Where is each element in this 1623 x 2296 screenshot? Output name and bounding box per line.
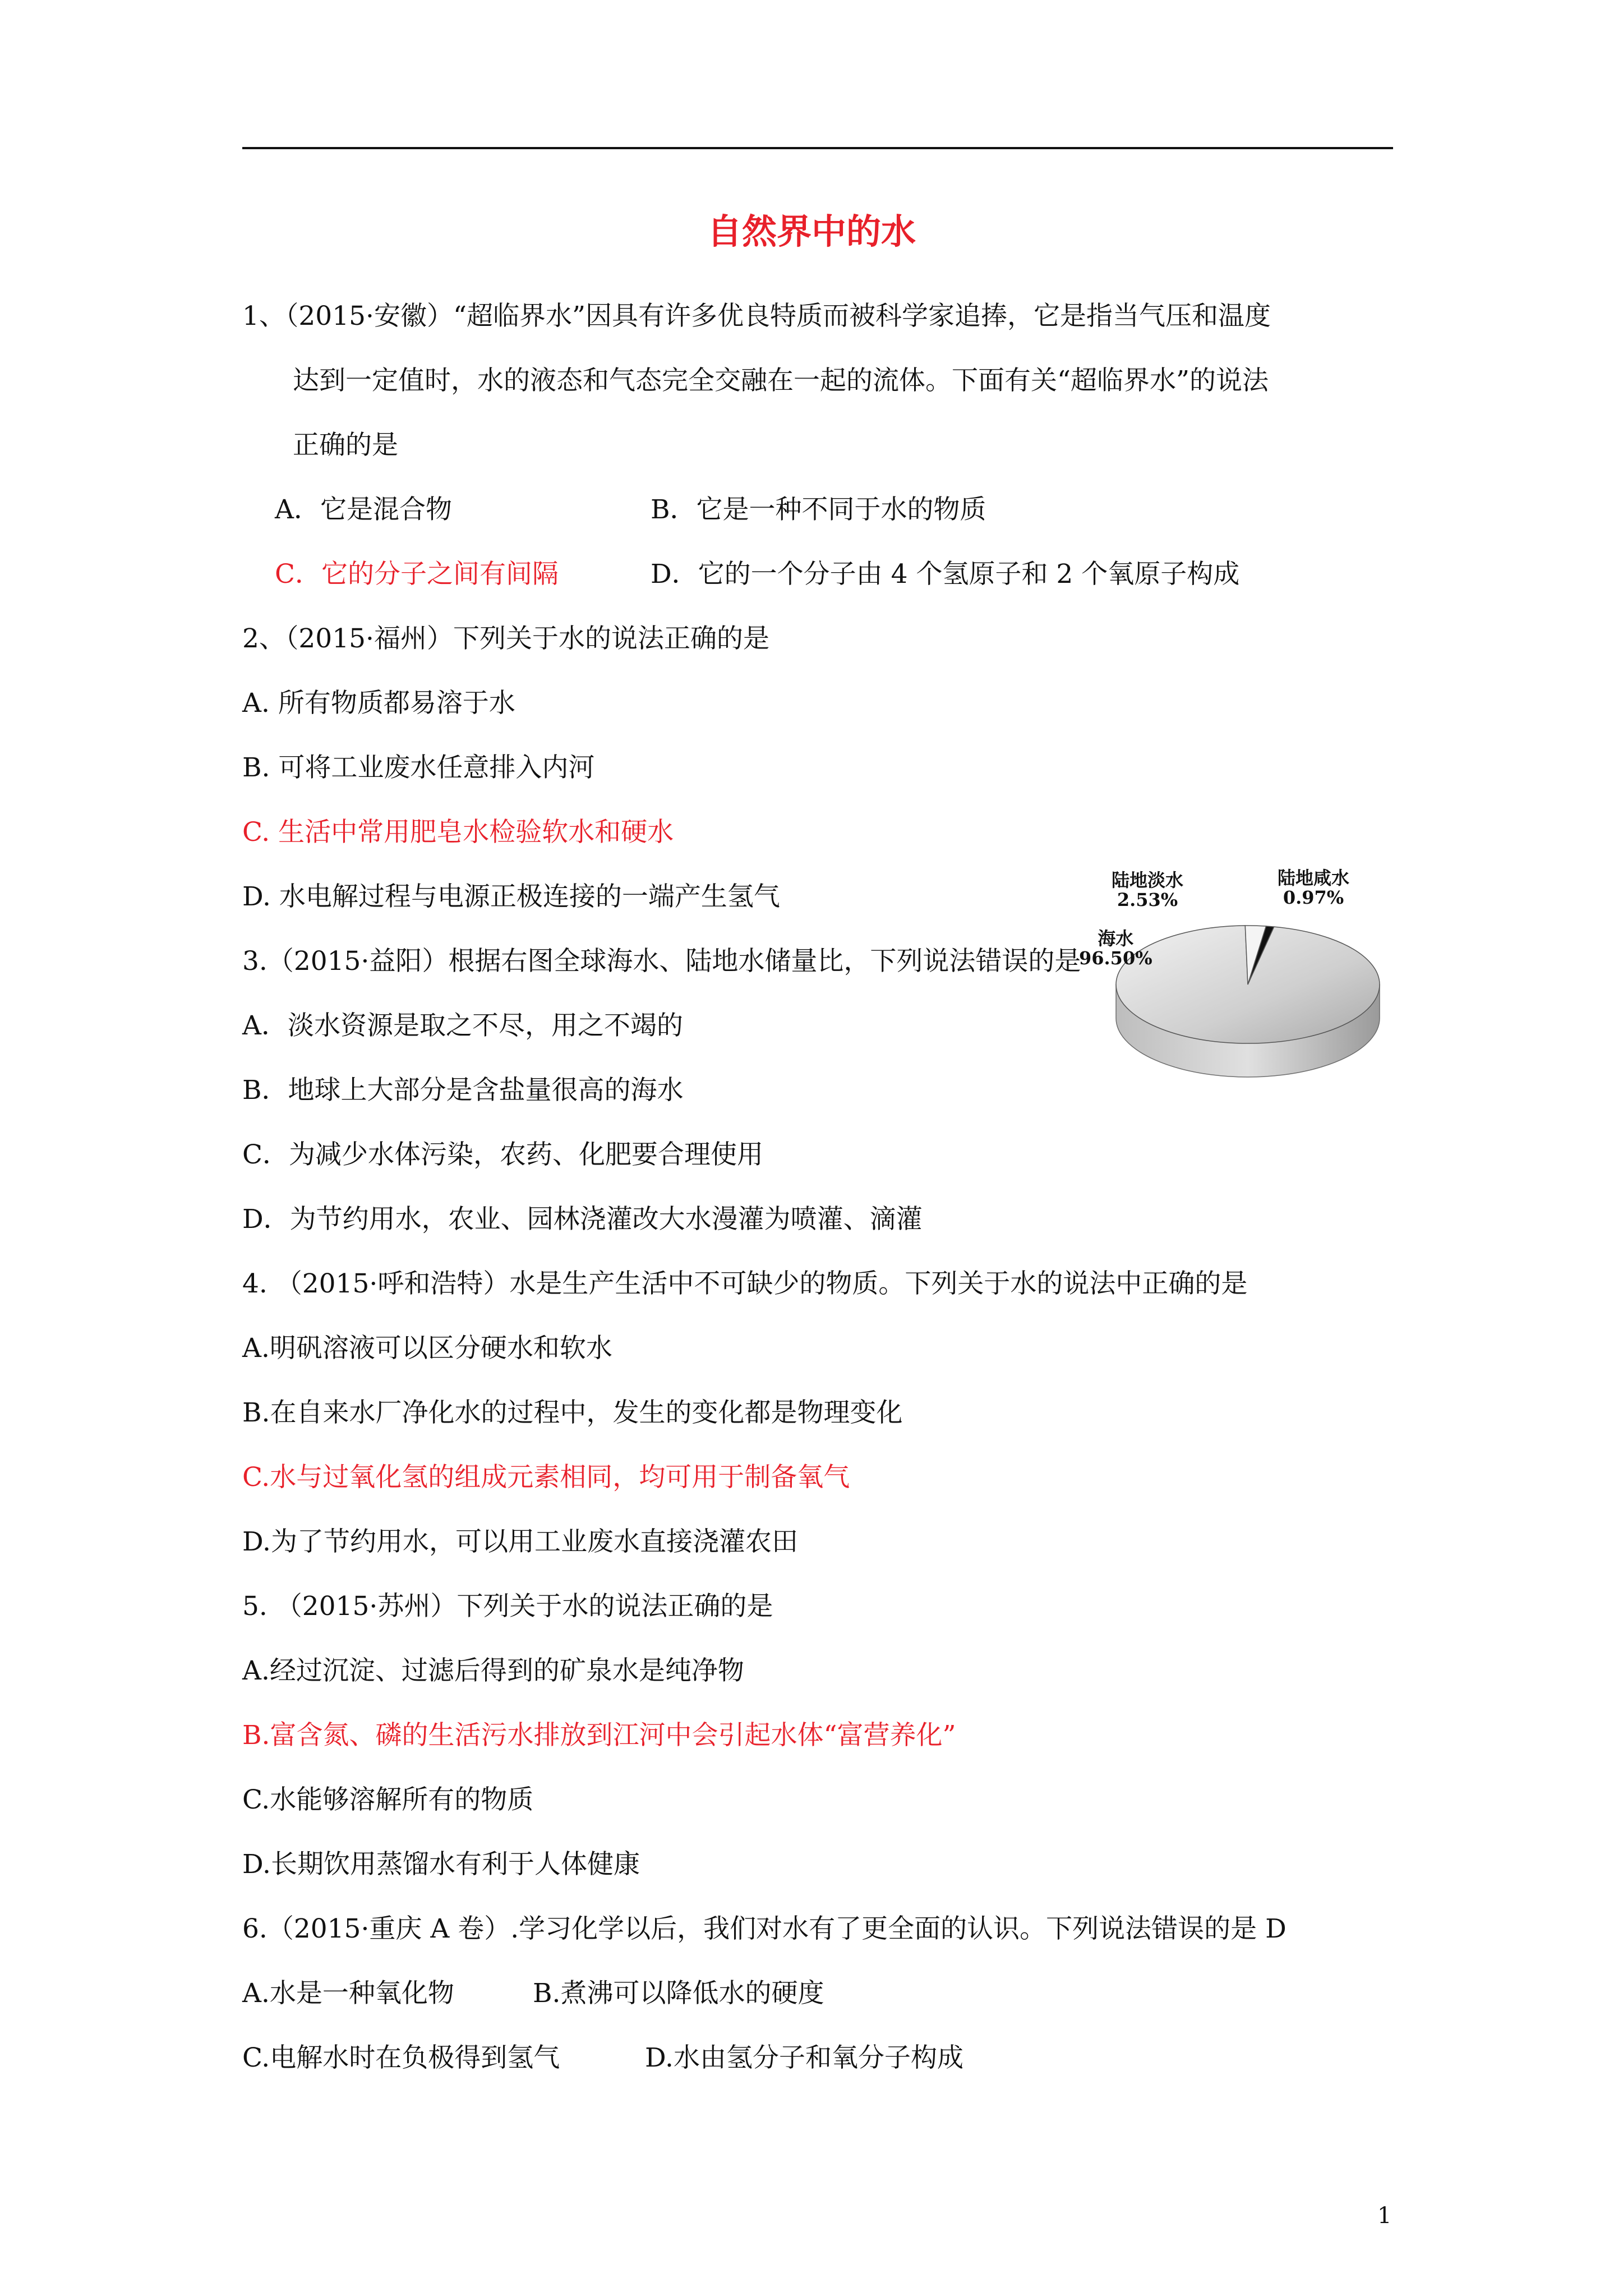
q4-option-a: A.明矾溶液可以区分硬水和软水 <box>242 1333 612 1364</box>
q6-stem: 6.（2015·重庆 A 卷）.学习化学以后，我们对水有了更全面的认识。下列说法错误的是 D <box>242 1913 1287 1944</box>
q1-option-b: B．它是一种不同于水的物质 <box>651 494 986 525</box>
q5-option-b-answer: B.富含氮、磷的生活污水排放到江河中会引起水体“富营养化” <box>242 1720 956 1751</box>
q6-option-b: B.煮沸可以降低水的硬度 <box>533 1978 824 2009</box>
q2-stem: 2、（2015·福州）下列关于水的说法正确的是 <box>242 623 769 654</box>
q2-option-c-answer: C. 生活中常用肥皂水检验软水和硬水 <box>242 817 674 848</box>
q4-option-d: D.为了节约用水，可以用工业废水直接浇灌农田 <box>242 1526 798 1557</box>
q1-stem-line-2: 达到一定值时，水的液态和气态完全交融在一起的流体。下面有关“超临界水”的说法 <box>293 365 1269 396</box>
q5-option-a: A.经过沉淀、过滤后得到的矿泉水是纯净物 <box>242 1655 744 1686</box>
q1-stem-line-3: 正确的是 <box>293 430 398 461</box>
label-saline-land-water-value: 0.97% <box>1283 887 1344 909</box>
label-saline-land-water-name: 陆地咸水 <box>1278 867 1350 889</box>
q4-option-c-answer: C.水与过氧化氢的组成元素相同，均可用于制备氧气 <box>242 1462 850 1493</box>
q1-option-c-answer: C．它的分子之间有间隔 <box>275 559 559 590</box>
header-rule <box>242 147 1393 149</box>
label-sea-water-name: 海水 <box>1098 928 1134 949</box>
q3-option-b: B．地球上大部分是含盐量很高的海水 <box>242 1075 684 1106</box>
q3-option-c: C．为减少水体污染，农药、化肥要合理使用 <box>242 1139 763 1170</box>
q3-stem: 3.（2015·益阳）根据右图全球海水、陆地水储量比，下列说法错误的是 <box>242 946 1081 977</box>
q4-stem: 4. （2015·呼和浩特）水是生产生活中不可缺少的物质。下列关于水的说法中正确的是 <box>242 1268 1248 1299</box>
q3-option-d: D．为节约用水，农业、园林浇灌改大水漫灌为喷灌、滴灌 <box>242 1204 923 1235</box>
label-fresh-water-value: 2.53% <box>1117 889 1178 911</box>
q6-option-d: D.水由氢分子和氧分子构成 <box>645 2042 963 2073</box>
q5-stem: 5. （2015·苏州）下列关于水的说法正确的是 <box>242 1591 773 1622</box>
q5-option-c: C.水能够溶解所有的物质 <box>242 1784 534 1815</box>
pie-slices <box>1116 926 1380 1043</box>
q2-option-b: B. 可将工业废水任意排入内河 <box>242 752 595 783</box>
q3-option-a: A．淡水资源是取之不尽，用之不竭的 <box>242 1010 683 1041</box>
label-fresh-water-name: 陆地淡水 <box>1112 869 1184 891</box>
q6-option-a: A.水是一种氧化物 <box>242 1978 454 2009</box>
page-title: 自然界中的水 <box>707 211 916 252</box>
q1-stem-line-1: 1、（2015·安徽）“超临界水”因具有许多优良特质而被科学家追捧，它是指当气压和温度 <box>242 301 1271 332</box>
label-saline-land-water <box>1278 868 1349 908</box>
page-number: 1 <box>1377 2203 1392 2229</box>
q4-option-b: B.在自来水厂净化水的过程中，发生的变化都是物理变化 <box>242 1397 903 1428</box>
q2-option-d: D. 水电解过程与电源正极连接的一端产生氢气 <box>242 881 780 912</box>
label-fresh-water <box>1112 871 1183 910</box>
label-sea-water-value: 96.50% <box>1079 947 1152 969</box>
q1-option-a: A．它是混合物 <box>275 494 452 525</box>
label-sea-water <box>1079 929 1152 968</box>
q2-option-a: A. 所有物质都易溶于水 <box>242 688 515 719</box>
q1-option-d: D．它的一个分子由 4 个氢原子和 2 个氧原子构成 <box>651 559 1240 590</box>
water-storage-pie-chart <box>1079 867 1391 1094</box>
q6-option-c: C.电解水时在负极得到氢气 <box>242 2042 560 2073</box>
q5-option-d: D.长期饮用蒸馏水有利于人体健康 <box>242 1849 640 1880</box>
